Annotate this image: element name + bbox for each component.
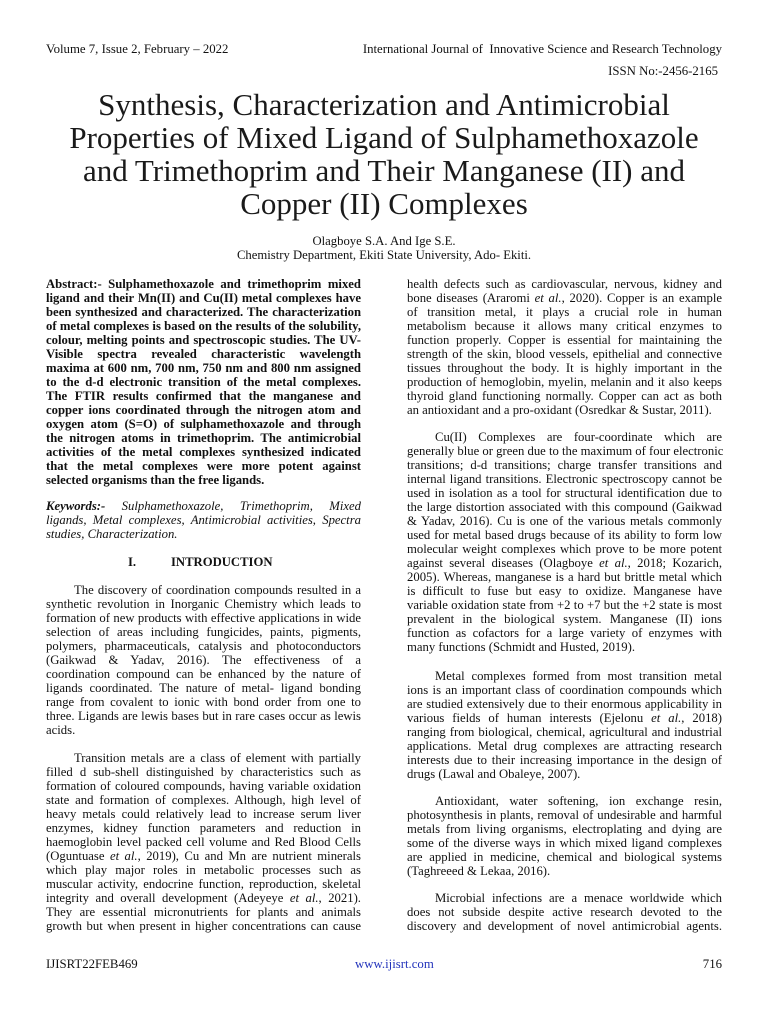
- paragraph-line: tissues throughout the body. It is highly important in the: [407, 361, 722, 375]
- paragraph-line: growth but when present in higher concentrations can cause: [46, 919, 361, 933]
- paragraph-line: Cu(II) Complexes are four-coordinate which are: [435, 430, 722, 444]
- journal-website-link[interactable]: www.ijisrt.com: [355, 957, 434, 971]
- paragraph-line: of transition metal, it plays a crucial role in human: [407, 305, 722, 319]
- paragraph-line: prevalent in the biological system. Manganese (II) ions: [407, 612, 722, 626]
- paragraph-line: [46, 849, 361, 863]
- paragraph-line: Antioxidant, water softening, ion exchange resin,: [435, 794, 722, 808]
- keywords: [46, 499, 361, 541]
- paragraph-line: function properly. Copper is essential for maintaining the: [407, 333, 722, 347]
- abstract-line: oxygen atom (S=O) of sulphamethoxazole and through: [46, 417, 361, 431]
- text-segment: (Oguntuase: [46, 849, 110, 863]
- paragraph-line: thyroid gland functioning normally. Copper can act as both: [407, 389, 722, 403]
- italic-text-segment: et al.: [534, 291, 562, 305]
- paragraph-line: strength of the skin, blood vessels, epithelial and connective: [407, 347, 722, 361]
- title-line: Synthesis, Characterization and Antimicrobial: [98, 87, 670, 122]
- paragraph-line: are studied extensively due to their enormous applicability in: [407, 697, 722, 711]
- text-segment: bone diseases (Araromi: [407, 291, 535, 305]
- paragraph-line: generally blue or green due to the maximum of four electronic: [407, 444, 724, 458]
- paragraph-line: interests due to their increasing importance in the design of: [407, 753, 722, 767]
- abstract-line: that the metal complexes were more potent against: [46, 459, 361, 473]
- paragraph-line: is difficult to fuse but easy to oxidize. Manganese have: [407, 584, 722, 598]
- abstract-line: selected organisms than the free ligands.: [46, 473, 265, 487]
- paragraph-line: state and formation of complexes. Although, high level of: [46, 793, 361, 807]
- paragraph-line: photosynthesis in plants, removal of undesirable and harmful: [407, 808, 722, 822]
- intro-paragraph: [46, 583, 361, 737]
- paragraph-line: function as cofactors for a large variety of enzymes with: [407, 626, 722, 640]
- paragraph-line: Microbial infections are a menace worldwide which: [435, 891, 722, 905]
- abstract-line: The FTIR results confirmed that the manganese and: [46, 389, 361, 403]
- paragraph-line: formation of coloured compounds, having variable oxidation: [46, 779, 361, 793]
- paper-title: [0, 88, 768, 220]
- keywords-line: ligands, Metal complexes, Antimicrobial activities, Spectra: [46, 513, 361, 527]
- intro-paragraph: [407, 430, 722, 654]
- paragraph-line: used for metal based drugs because of its ability to form low: [407, 528, 722, 542]
- page-number: 716: [702, 957, 722, 971]
- paragraph-line: ranging from biological, chemical, agricultural and industrial: [407, 725, 722, 739]
- paragraph-line: transitions; d-d transitions; charge transfer transitions and: [407, 458, 722, 472]
- paragraph-line: formation of new products with effective applications in wide: [46, 611, 361, 625]
- abstract-line: maxima at 600 nm, 700 nm, 750 nm and 800 nm assigned: [46, 361, 361, 375]
- abstract: [46, 277, 361, 487]
- intro-paragraph: [407, 794, 722, 878]
- paragraph-line: some of the diverse ways in which mixed ligand complexes: [407, 836, 722, 850]
- paragraph-line: (Taghreeed & Lekaa, 2016).: [407, 864, 551, 878]
- paragraph-line: drugs (Lawal and Obaleye, 2007).: [407, 767, 581, 781]
- section-number: I.: [128, 555, 137, 569]
- paragraph-line: range from covalent to ionic with bond order from one to: [46, 695, 361, 709]
- paragraph-line: The discovery of coordination compounds resulted in a: [74, 583, 361, 597]
- paragraph-line: many functions (Schmidt and Husted, 2019).: [407, 640, 635, 654]
- paragraph-line: [407, 556, 722, 570]
- paragraph-line: discovery and development of novel antimicrobial agents.: [407, 919, 722, 933]
- paragraph-line: [407, 711, 722, 725]
- paragraph-line: selection of areas including fungicides, paints, pigments,: [46, 625, 361, 639]
- title-line: and Trimethoprim and Their Manganese (II) and: [82, 153, 686, 188]
- abstract-line: colour, melting points and spectroscopic studies. The UV-: [46, 333, 361, 347]
- text-segment: , 2018): [681, 711, 722, 725]
- paragraph-line: metabolism because it allows many critical enzymes to: [407, 319, 722, 333]
- paragraph-line: coordination compound can be enhanced by the nature of: [46, 667, 361, 681]
- paragraph-line: synthetic revolution in Inorganic Chemistry which leads to: [46, 597, 361, 611]
- abstract-line: of metal complexes is based on the results of the solubility,: [46, 319, 361, 333]
- author-names: Olagboye S.A. And Ige S.E.: [312, 234, 456, 248]
- italic-text-segment: et al.: [109, 849, 138, 863]
- paragraph-line: production of hemoglobin, myelin, melanin and it also keeps: [407, 375, 722, 389]
- label-text-segment: Keywords:-: [46, 499, 106, 513]
- paragraph-line: muscular activity, endocrine function, reproduction, skeletal: [46, 877, 361, 891]
- abstract-line: Abstract:- Sulphamethoxazole and trimethoprim mixed: [46, 277, 361, 291]
- section-heading: INTRODUCTION: [171, 555, 273, 569]
- paragraph-line: variable oxidation state from +2 to +7 but the +2 state is most: [407, 598, 722, 612]
- abstract-line: Visible spectra revealed characteristic wavelength: [46, 347, 361, 361]
- issn: ISSN No:-2456-2165: [608, 64, 718, 78]
- paragraph-line: ligands coordinated. The nature of metal- ligand bonding: [46, 681, 361, 695]
- intro-paragraph: [407, 669, 722, 781]
- title-line: Copper (II) Complexes: [240, 186, 528, 221]
- paragraph-line: an antioxidant and a pro-oxidant (Osredkar & Sustar, 2011).: [407, 403, 712, 417]
- paragraph-line: (Gaikwad & Yadav, 2016). The effectiveness of a: [46, 653, 361, 667]
- paragraph-line: enzymes, kidney function parameters and reduction in: [46, 821, 361, 835]
- italic-text-segment: et al.: [289, 891, 319, 905]
- text-segment: various fields of human interests (Ejelonu: [407, 711, 652, 725]
- paper-id: IJISRT22FEB469: [46, 957, 138, 971]
- paragraph-line: haemoglobin level packed cell volume and Red Blood Cells: [46, 835, 361, 849]
- paragraph-line: does not subside despite active research devoted to the: [407, 905, 722, 919]
- paragraph-line: molecular weight complexes which prove to be more potent: [407, 542, 722, 556]
- paragraph-line: heavy metals could relatively lead to increase serum liver: [46, 807, 361, 821]
- paragraph-line: three. Ligands are lewis bases but in rare cases occur as lewis: [46, 709, 361, 723]
- paragraph-line: They are essential micronutrients for plants and animals: [46, 905, 361, 919]
- paragraph-line: are applied in medicine, chemical and biological systems: [407, 850, 722, 864]
- paragraph-line: ions is an important class of coordination compounds which: [407, 683, 722, 697]
- intro-paragraph: [407, 277, 722, 417]
- abstract-line: ligand and their Mn(II) and Cu(II) metal complexes have: [46, 291, 361, 305]
- author-affiliation: Chemistry Department, Ekiti State University, Ado- Ekiti.: [236, 248, 532, 262]
- paragraph-line: filled d sub-shell distinguished by characteristics such as: [46, 765, 361, 779]
- paragraph-line: [46, 891, 361, 905]
- paragraph-line: [407, 291, 722, 305]
- text-segment: Sulphamethoxazole, Trimethoprim, Mixed: [105, 499, 361, 513]
- text-segment: integrity and overall development (Adeyeye: [46, 891, 290, 905]
- abstract-line: copper ions coordinated through the nitrogen atom and: [46, 403, 361, 417]
- intro-paragraph: [407, 891, 722, 933]
- paragraph-line: 2005). Whereas, manganese is a hard but brittle metal which: [407, 570, 722, 584]
- text-segment: , 2018; Kozarich,: [627, 556, 722, 570]
- paragraph-line: polymers, pharmaceuticals, catalysis and photoconductors: [46, 639, 361, 653]
- paragraph-line: health defects such as cardiovascular, nervous, kidney and: [407, 277, 722, 291]
- keywords-line: [46, 499, 361, 513]
- paragraph-line: which play major roles in metabolic processes such as: [46, 863, 361, 877]
- journal-name: International Journal of Innovative Science and Research Technology: [362, 42, 722, 56]
- italic-text-segment: et al.: [651, 711, 682, 725]
- abstract-line: to the d-d electronic transition of the metal complexes.: [46, 375, 361, 389]
- paragraph-line: applications. Metal drug complexes are attracting research: [407, 739, 722, 753]
- text-segment: against several diseases (Olagboye: [407, 556, 600, 570]
- paragraph-line: Transition metals are a class of element with partially: [74, 751, 361, 765]
- keywords-line: studies, Characterization.: [46, 527, 178, 541]
- abstract-line: been synthesized and characterized. The characterization: [46, 305, 361, 319]
- intro-paragraph: [46, 751, 361, 933]
- abstract-line: activities of the metal complexes synthesized indicated: [46, 445, 361, 459]
- text-segment: , 2021).: [318, 891, 361, 905]
- paragraph-line: used in isolation as a tool for structural identification due to: [407, 486, 722, 500]
- author-block: [0, 234, 768, 262]
- abstract-line: the nitrogen atoms in trimethoprim. The antimicrobial: [46, 431, 361, 445]
- paragraph-line: acids.: [46, 723, 76, 737]
- issue-info: Volume 7, Issue 2, February – 2022: [46, 42, 229, 56]
- paragraph-line: Metal complexes formed from most transition metal: [435, 669, 722, 683]
- paragraph-line: & Yadav, 2016). Cu is one of the various metals commonly: [407, 514, 722, 528]
- paragraph-line: the large distortion associated with this compound (Gaikwad: [407, 500, 722, 514]
- italic-text-segment: et al.: [599, 556, 628, 570]
- text-segment: , 2020). Copper is an example: [561, 291, 722, 305]
- paragraph-line: internal ligand transitions. Electronic spectroscopy cannot be: [407, 472, 722, 486]
- text-segment: , 2019), Cu and Mn are nutrient minerals: [137, 849, 361, 863]
- title-line: Properties of Mixed Ligand of Sulphamethoxazole: [69, 120, 699, 155]
- paragraph-line: metals from living organisms, electroplating and dying are: [407, 822, 722, 836]
